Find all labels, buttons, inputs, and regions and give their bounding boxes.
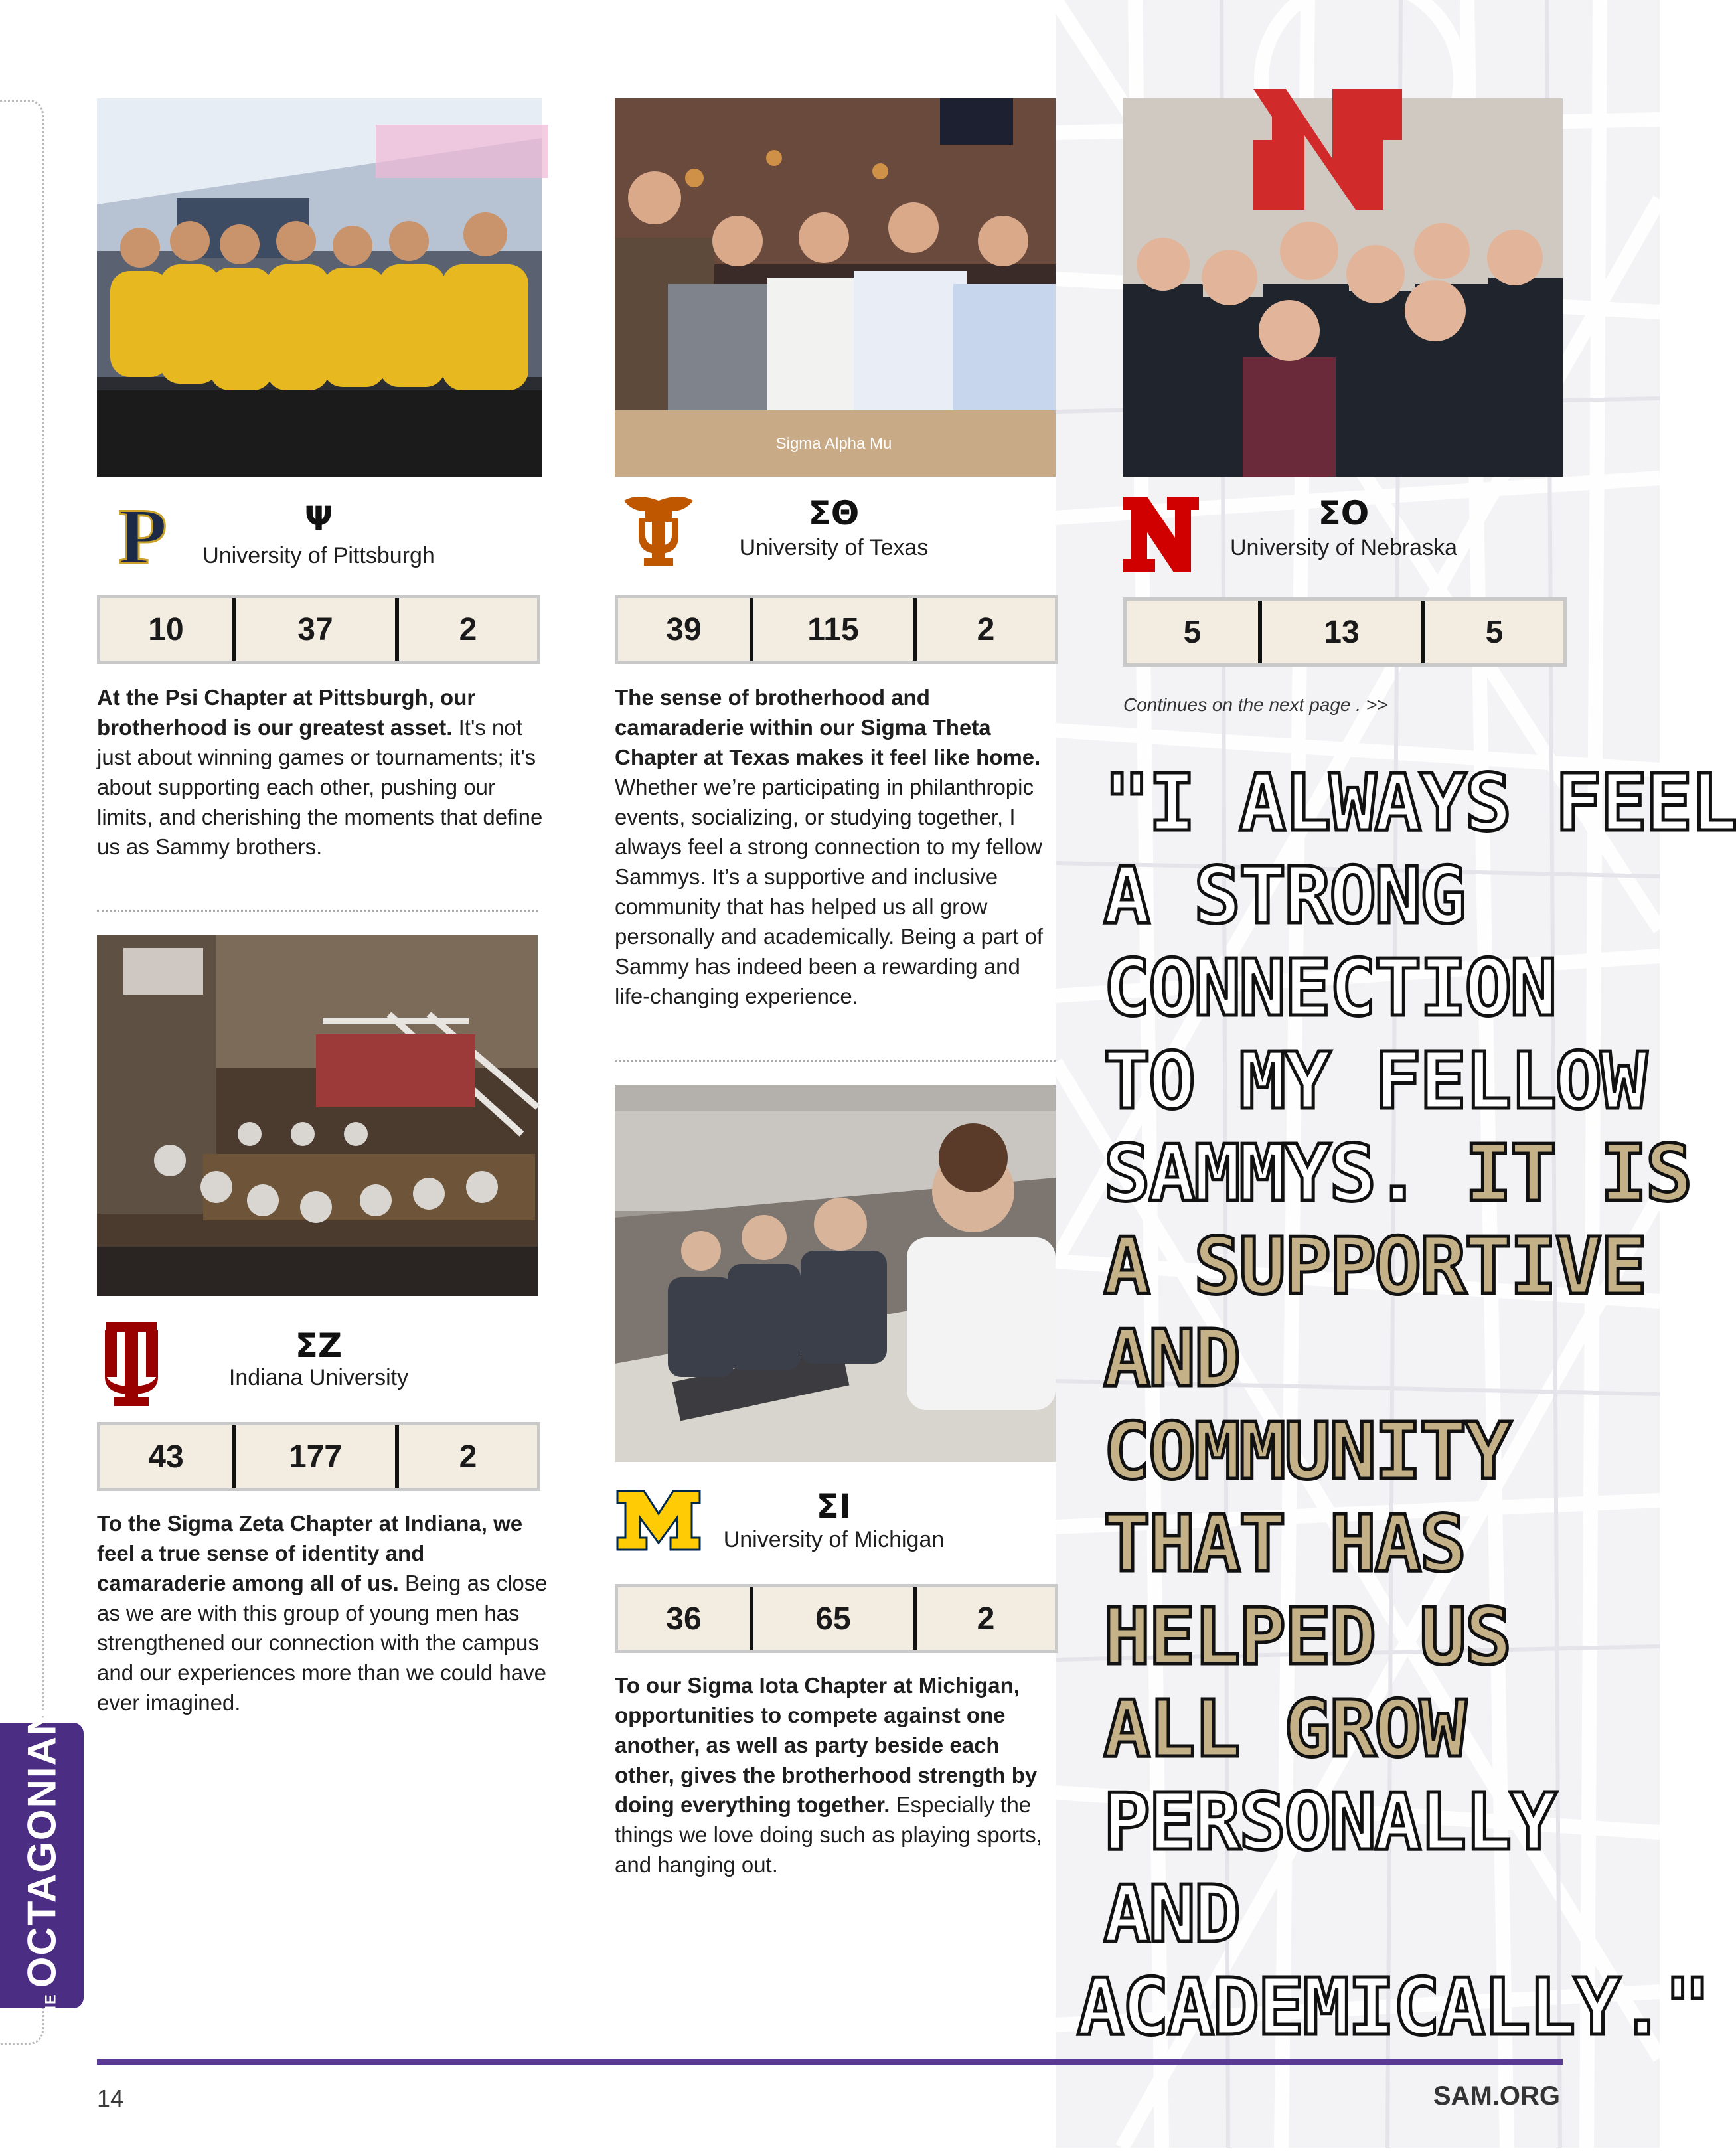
stat-value: 2 xyxy=(913,598,1055,661)
divider xyxy=(97,910,538,912)
site-url: SAM.ORG xyxy=(1433,2081,1560,2111)
texas-lead: The sense of brotherhood and camaraderie within our Sigma Theta Chapter at Texas makes it feel like home. xyxy=(615,685,1041,769)
quote-gold-line: THAT HAS xyxy=(1103,1498,1465,1589)
stat-value: 13 xyxy=(1258,601,1421,663)
pittsburgh-lead: At the Psi Chapter at Pittsburgh, our brotherhood is our greatest asset. xyxy=(97,685,476,740)
page-number: 14 xyxy=(97,2085,124,2112)
photo-watermark: Sigma Alpha Mu xyxy=(775,435,892,453)
footer-rule xyxy=(97,2059,1563,2065)
stat-value: 2 xyxy=(395,598,537,661)
divider xyxy=(615,1060,1056,1062)
quote-gold-line: AND xyxy=(1103,1313,1239,1404)
quote-gold-inline: IT IS xyxy=(1419,1127,1691,1219)
nebraska-n-logo-icon xyxy=(1123,497,1199,572)
stat-value: 65 xyxy=(750,1587,913,1650)
magazine-title: THEOCTAGONIAN xyxy=(19,1705,64,2026)
pittsburgh-chapter-photo xyxy=(97,98,542,477)
quote-gold-line: ALL GROW xyxy=(1103,1683,1465,1775)
michigan-block-m-logo-icon xyxy=(617,1491,700,1550)
quote-line-mixed xyxy=(1103,1127,1736,1220)
quote-gold-line: HELPED US xyxy=(1103,1590,1510,1682)
stat-value: 43 xyxy=(148,1439,184,1474)
quote-gold-line: COMMUNITY xyxy=(1103,1405,1510,1497)
indiana-body: Being as close as we are with this group of young men has strengthened our connection with the campus and our experiences more than we could have ever imagined. xyxy=(97,1571,548,1715)
pittsburgh-university-name: University of Pittsburgh xyxy=(202,543,435,568)
indiana-university-name: Indiana University xyxy=(228,1365,409,1390)
stat-value: 177 xyxy=(232,1425,395,1488)
michigan-greek-letters: ΣΙ xyxy=(816,1487,852,1526)
texas-stats-bar xyxy=(615,595,1058,664)
michigan-university-name: University of Michigan xyxy=(723,1527,945,1552)
stat-value: 2 xyxy=(395,1425,537,1488)
stat-value: 10 xyxy=(148,611,184,647)
continues-note: Continues on the next page . >> xyxy=(1123,694,1388,715)
magazine-side-tab xyxy=(0,1705,84,2026)
texas-university-name: University of Texas xyxy=(739,535,929,560)
pittsburgh-article-text xyxy=(97,682,548,862)
nebraska-stats-bar xyxy=(1123,598,1567,667)
texas-body: Whether we’re participating in philanthropic events, socializing, or studying together, I always feel a strong connection to my fellow Sammys. It’s a supportive and inclusive community that has helped us all grow personally and academically. Being a part of Sammy has indeed been a rewarding and life-changing experience. xyxy=(615,775,1044,1008)
quote-line: AND xyxy=(1103,1868,1239,1960)
michigan-lead: To our Sigma Iota Chapter at Michigan, opportunities to compete against one another, as well as party beside each other, gives the brotherhood strength by doing everything together. xyxy=(615,1673,1038,1817)
pittsburgh-body: It's not just about winning games or tournaments; it's about supporting each other, pushing our limits, and cherishing the moments that define us as Sammy brothers. xyxy=(97,715,543,859)
michigan-body: Especially the things we love doing such as playing sports, and hanging out. xyxy=(615,1792,1042,1877)
quote-line: CONNECTION xyxy=(1103,942,1555,1034)
quote-line: PERSONALLY xyxy=(1103,1775,1555,1868)
indiana-chapter-photo xyxy=(97,935,538,1296)
nebraska-greek-letters: ΣΟ xyxy=(1318,494,1370,532)
quote-line: "I ALWAYS FEEL xyxy=(1103,757,1736,848)
stat-value: 37 xyxy=(232,598,395,661)
stat-value: 2 xyxy=(913,1587,1055,1650)
indiana-article-text xyxy=(97,1508,548,1717)
stat-value: 39 xyxy=(666,611,702,647)
texas-longhorn-logo-icon xyxy=(624,491,693,566)
indiana-greek-letters: ΣΖ xyxy=(295,1326,343,1365)
pull-quote xyxy=(1077,757,1736,2053)
pittsburgh-greek-letters: Ψ xyxy=(304,499,333,538)
nebraska-university-name: University of Nebraska xyxy=(1229,535,1457,560)
stat-value: 115 xyxy=(750,598,913,661)
indiana-lead: To the Sigma Zeta Chapter at Indiana, we feel a true sense of identity and camaraderie among all of us. xyxy=(97,1511,523,1595)
texas-greek-letters: ΣΘ xyxy=(808,494,860,532)
indiana-stats-bar xyxy=(97,1422,540,1491)
texas-chapter-photo xyxy=(615,98,1056,477)
stat-value: 5 xyxy=(1183,614,1202,650)
pittsburgh-logo-icon xyxy=(118,492,167,580)
quote-gold-line: A SUPPORTIVE xyxy=(1103,1220,1646,1312)
quote-line: A STRONG xyxy=(1103,849,1465,941)
nebraska-chapter-photo xyxy=(1123,98,1563,477)
michigan-stats-bar xyxy=(615,1584,1058,1653)
quote-line: ACADEMICALLY." xyxy=(1077,1960,1709,2053)
texas-article-text xyxy=(615,682,1061,1011)
quote-line: TO MY FELLOW xyxy=(1103,1034,1646,1127)
svg-text:P: P xyxy=(118,492,167,580)
stat-value: 36 xyxy=(666,1601,702,1636)
stat-value: 5 xyxy=(1421,601,1563,663)
michigan-article-text xyxy=(615,1670,1061,1879)
pittsburgh-stats-bar xyxy=(97,595,540,664)
quote-line: SAMMYS. xyxy=(1103,1127,1420,1219)
indiana-logo-icon xyxy=(97,1322,166,1406)
michigan-chapter-photo xyxy=(615,1085,1056,1462)
